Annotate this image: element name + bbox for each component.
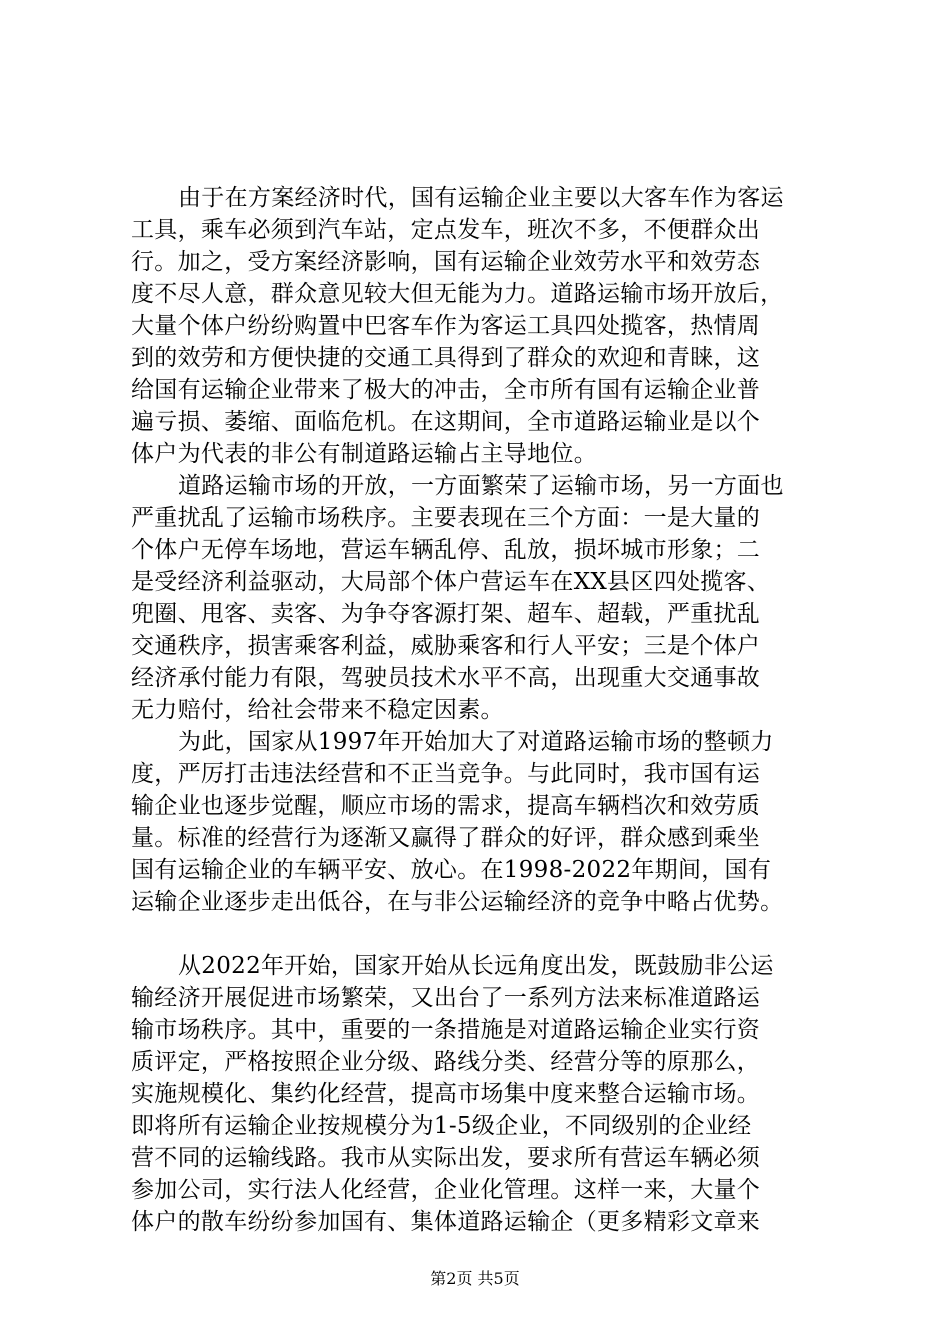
text-line: 为此，国家从1997年开始加大了对道路运输市场的整顿力 (178, 729, 774, 755)
paragraph-2 (131, 470, 831, 726)
text-line: 道路运输市场的开放，一方面繁荣了运输市场，另一方面也 (178, 473, 784, 499)
paragraph-1 (131, 182, 831, 470)
text-line: 经济承付能力有限，驾驶员技术水平不高，出现重大交通事故 (131, 665, 761, 691)
text-line: 输市场秩序。其中，重要的一条措施是对道路运输企业实行资 (131, 1017, 761, 1043)
text-line: 严重扰乱了运输市场秩序。主要表现在三个方面：一是大量的 (131, 505, 761, 531)
text-line: 度，严厉打击违法经营和不正当竞争。与此同时，我市国有运 (131, 761, 761, 787)
text-line: 量。标准的经营行为逐渐又赢得了群众的好评，群众感到乘坐 (131, 825, 761, 851)
document-body (131, 182, 831, 1238)
text-line: 体户为代表的非公有制道路运输占主导地位。 (131, 441, 597, 467)
text-line: 输经济开展促进市场繁荣，又出台了一系列方法来标准道路运 (131, 985, 761, 1011)
text-line: 由于在方案经济时代，国有运输企业主要以大客车作为客运 (178, 185, 784, 211)
page-number-footer: 第2页 共5页 (430, 1269, 520, 1288)
paragraph-4 (131, 950, 831, 1238)
text-line: 从2022年开始，国家开始从长远角度出发，既鼓励非公运 (178, 953, 774, 979)
text-line: 大量个体户纷纷购置中巴客车作为客运工具四处揽客，热情周 (131, 313, 761, 339)
text-line: 参加公司，实行法人化经营，企业化管理。这样一来，大量个 (131, 1177, 761, 1203)
paragraph-3 (131, 726, 831, 918)
text-line: 是受经济利益驱动，大局部个体户营运车在XX县区四处揽客、 (131, 569, 771, 595)
text-line: 度不尽人意，群众意见较大但无能为力。道路运输市场开放后， (131, 281, 784, 307)
paragraph-gap (131, 918, 831, 950)
text-line: 运输企业逐步走出低谷，在与非公运输经济的竞争中略占优势。 (131, 889, 784, 915)
text-line: 交通秩序，损害乘客利益，威胁乘客和行人平安；三是个体户 (131, 633, 761, 659)
text-line: 个体户无停车场地，营运车辆乱停、乱放，损坏城市形象；二 (131, 537, 761, 563)
text-line: 行。加之，受方案经济影响，国有运输企业效劳水平和效劳态 (131, 249, 761, 275)
text-line: 国有运输企业的车辆平安、放心。在1998-2022年期间，国有 (131, 857, 772, 883)
text-line: 无力赔付，给社会带来不稳定因素。 (131, 697, 504, 723)
text-line: 实施规模化、集约化经营，提高市场集中度来整合运输市场。 (131, 1081, 761, 1107)
text-line: 兜圈、甩客、卖客、为争夺客源打架、超车、超载，严重扰乱 (131, 601, 761, 627)
text-line: 遍亏损、萎缩、面临危机。在这期间，全市道路运输业是以个 (131, 409, 761, 435)
text-line: 即将所有运输企业按规模分为1-5级企业，不同级别的企业经 (131, 1113, 752, 1139)
text-line: 质评定，严格按照企业分级、路线分类、经营分等的原那么， (131, 1049, 761, 1075)
text-line: 给国有运输企业带来了极大的冲击，全市所有国有运输企业普 (131, 377, 761, 403)
text-line: 工具，乘车必须到汽车站，定点发车，班次不多，不便群众出 (131, 217, 761, 243)
text-line: 体户的散车纷纷参加国有、集体道路运输企（更多精彩文章来 (131, 1209, 761, 1235)
text-line: 营不同的运输线路。我市从实际出发，要求所有营运车辆必须 (131, 1145, 761, 1171)
text-line: 到的效劳和方便快捷的交通工具得到了群众的欢迎和青睐，这 (131, 345, 761, 371)
text-line: 输企业也逐步觉醒，顺应市场的需求，提高车辆档次和效劳质 (131, 793, 761, 819)
